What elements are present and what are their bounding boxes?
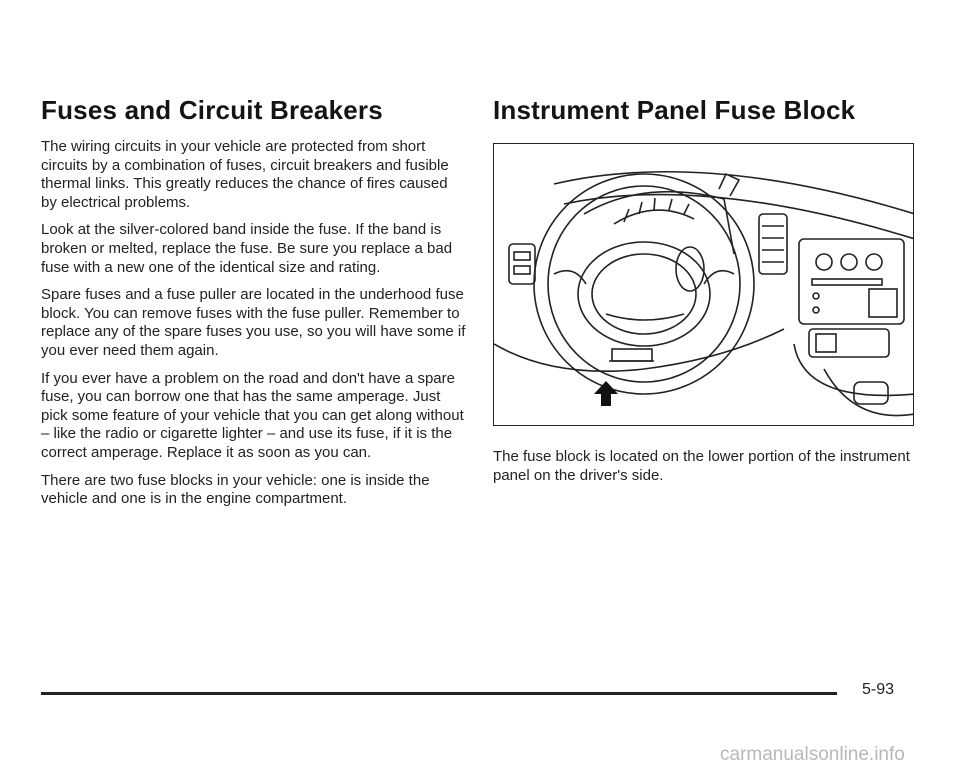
- page-number: 5-93: [862, 681, 895, 698]
- figure-caption: [493, 448, 913, 494]
- dashboard-illustration: [493, 143, 914, 426]
- watermark-text: carmanualsonline.info: [720, 744, 905, 765]
- paragraph-3: Spare fuses and a fuse puller are located in the underhood fuse block. You can remove fuses with the fuse puller. Remember to replace any of the spare fuses you use, so you will have some if you ever need them again.: [41, 286, 466, 359]
- footer-rule: [41, 692, 837, 695]
- caption-text: The fuse block is located on the lower portion of the instrument panel on the driver's side.: [493, 448, 910, 484]
- section-title-fuses: Fuses and Circuit Breakers: [41, 95, 383, 125]
- paragraph-4: If you ever have a problem on the road and don't have a spare fuse, you can borrow one that has the same amperage. Just pick some feature of your vehicle that you can get along without – like the radio or cigarette lighter – and use its fuse, if it is the correct amperage. Replace it as soon as you can.: [41, 369, 464, 461]
- paragraph-1: The wiring circuits in your vehicle are protected from short circuits by a combination of fuses, circuit breakers and fusible thermal links. This greatly reduces the chance of fires caused by electrical problems.: [41, 138, 449, 211]
- dashboard-illustration-icon: [494, 144, 914, 426]
- paragraph-2: Look at the silver-colored band inside the fuse. If the band is broken or melted, replace the fuse. Be sure you replace a bad fuse with a new one of the identical size and rating.: [41, 221, 453, 276]
- section-title-instrument-panel: Instrument Panel Fuse Block: [493, 95, 856, 125]
- right-column: [493, 95, 923, 138]
- left-column: [41, 95, 466, 518]
- paragraph-5: There are two fuse blocks in your vehicle: one is inside the vehicle and one is in the engine compartment.: [41, 471, 430, 508]
